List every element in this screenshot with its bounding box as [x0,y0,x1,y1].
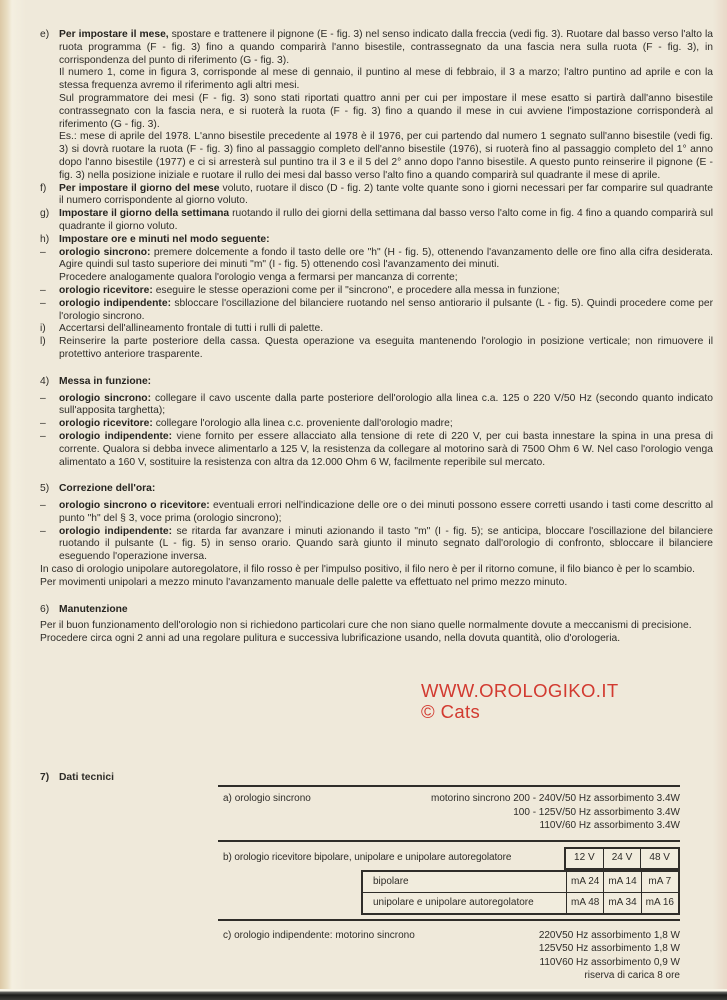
body-items [40,29,713,646]
bold-lead: Impostare ore e minuti nel modo seguente: [59,233,270,245]
tech-section-title: Dati tecnici [59,772,114,783]
tech-specs [218,785,680,983]
tech-spec-line: 220V50 Hz assorbimento 1,8 W [538,929,680,941]
bold-lead: orologio indipendente: [59,525,173,537]
watermark [421,680,619,722]
bullet-item: – orologio indipendente: viene fornito per essere allacciato alla tensione di rete di 220 V, per cui basta innestare la spina in una presa di corrente. Qualora si debba invece alimentarlo a 125 V, la resistenza da collegare al motorino sarà di 7500 Ohm 6 W. Nel caso l'orologio venga alimentato a 160 V, sostituire la resistenza con altra da 12.000 Ohm 6 W, facilmente reperibile sul mercato. [40,430,713,468]
tech-a-title [223,792,311,833]
bullet-item: – orologio sincrono: collegare il cavo uscente dalla parte posteriore dell'orologio alla linea c.a. 125 o 220 V/50 Hz (secondo quanto indicato sull'apposita targhetta); [40,392,713,417]
paragraph: Per movimenti unipolari a mezzo minuto l'avanzamento manuale delle palette va effettuato nel primo mezzo minuto. [40,576,568,588]
scan-bottom-edge-strip [0,989,727,1000]
current-value-cell: mA 14 [603,872,640,892]
tech-spec-b [218,842,680,919]
tech-spec-line: motorino sincrono 200 - 240V/50 Hz assorbimento 3.4W [430,793,680,804]
dash-marker: – [40,525,46,537]
tech-section-number: 7) [40,772,50,783]
bold-lead: orologio indipendente: [59,297,172,309]
tech-a-label: a) [223,793,232,804]
bullet-item: – orologio sincrono o ricevitore: eventuali errori nell'indicazione delle ore o dei minuti possono essere corretti usando i tasti come descritto al punto "h" del § 3, voce prima (orologio sincrono); [40,500,713,524]
item-letter: l) [40,336,46,348]
watermark-url: WWW.OROLOGIKO.IT [421,680,619,701]
dash-marker: – [40,284,46,296]
item-letter: f) [40,182,47,194]
tech-section-heading [40,772,114,783]
dash-marker: – [40,297,46,309]
scan-right-edge-shadow [713,0,727,1000]
tech-c-label: c) [223,929,232,941]
watermark-copyright: © Cats [421,701,481,722]
tech-a-lines [431,792,680,833]
item-letter: e) [40,29,50,40]
tech-b-table [361,870,680,915]
paragraph: In caso di orologio unipolare autoregolatore, il filo rosso è per l'impulso positivo, il filo nero è per il ritorno comune, il filo bianco è per lo scambio. [40,564,696,576]
tech-c-title [223,929,415,983]
table-row [363,872,678,892]
list-item-e: e) Per impostare il mese, spostare e trattenere il pignone (E - fig. 3) nel senso indicato dalla freccia (vedi fig. 3). Ruotare dal basso verso l'alto la ruota programma (F - fig. 3) fino a quando comparirà l'anno bisestile, contrassegnato da una fascia nera sulla ruota (F - fig. 3), in corrispondenza del punto di riferimento (G - fig. 3). [40,29,713,66]
bullet-item: – orologio indipendente: sbloccare l'oscillazione del bilanciere ruotando nel senso antiorario il pulsante (L - fig. 5). Quindi procedere come per l'orologio sincrono. [40,297,713,322]
list-item-6 [40,604,713,617]
row-label: unipolare e unipolare autoregolatore [363,893,567,913]
tech-b-name: orologio ricevitore bipolare, unipolare e unipolare autoregolatore [234,851,512,863]
table-row [363,892,678,913]
bold-lead: Per impostare il giorno del mese [59,182,220,194]
voltage-header-cell: 12 V [574,852,595,864]
tech-c-name: orologio indipendente: motorino sincrono [234,929,415,941]
row-label: bipolare [363,872,567,892]
list-item-h [40,234,713,247]
bold-lead: orologio ricevitore: [59,418,153,430]
tech-spec-line: 100 - 125V/50 Hz assorbimento 3.4W [513,806,680,818]
bold-lead: orologio sincrono: [59,392,152,404]
bullet-item: – orologio indipendente: se ritarda far avanzare i minuti azionando il tasto "m" (I - fig. 5); se anticipa, bloccare l'oscillazione del bilanciere ruotando il pulsante (L - fig. 5) in senso orario. Quando sarà giunto il minuto segnato dall'orologio di confronto, sbloccare il bilanciere eseguendo l'operazione inversa. [40,525,713,563]
bold-lead: Manutenzione [59,603,128,615]
list-item-g: g) Impostare il giorno della settimana ruotando il rullo dei giorni della settimana dal basso verso l'alto come in fig. 4 fino a quando comparirà sul quadrante il giorno voluto. [40,208,713,232]
current-value-cell: mA 16 [641,893,678,913]
paragraph: Sul programmatore dei mesi (F - fig. 3) sono stati riportati quattro anni per cui per impostare il mese esatto si partirà dall'anno bisestile contrassegnato con la fascia nera, e si ruoterà la ruota (F - fig. 3) fino a quando il mese in cui avviene l'impostazione corrisponderà al riferimento (G - fig. 3). [59,92,713,130]
current-value-cell: mA 34 [603,893,640,913]
list-item-i: i) Accertarsi dell'allineamento frontale di tutti i rulli di palette. [40,323,324,335]
tech-spec-line: 110V/60 Hz assorbimento 3.4W [539,820,680,831]
dash-marker: – [40,418,46,430]
dash-marker: – [40,500,46,512]
tech-c-lines [539,929,680,983]
bold-lead: Messa in funzione: [59,375,152,387]
tech-spec-line: riserva di carica 8 ore [584,970,680,981]
bold-lead: orologio sincrono: [59,246,151,258]
list-item-f: f) Per impostare il giorno del mese voluto, ruotare il disco (D - fig. 2) tante volte quante sono i giorni necessari per far comparire sul quadrante il numero corrispondente al giorno voluto. [40,182,713,207]
item-letter: 5) [40,483,50,495]
bullet-item: – orologio sincrono: premere dolcemente a fondo il tasto delle ore "h" (H - fig. 5), ottenendo l'avanzamento delle ore fino alla cifra desiderata. Agire quindi sul tasto superiore dei minuti "m" (I - fig. 5) ottenendo così l'avanzamento dei minuti. [40,246,713,271]
list-item-5 [40,483,713,496]
bold-lead: orologio indipendente: [59,430,173,442]
current-value-cell: mA 7 [641,872,678,892]
dash-marker: – [40,392,46,404]
current-value-cell: mA 24 [570,875,600,887]
paragraph: Il numero 1, come in figura 3, corrisponde al mese di gennaio, il puntino al mese di febbraio, il 3 a marzo; l'altro puntino ad aprile e con la stessa frequenza avremo il riferimento agli altri mesi. [59,67,713,92]
item-letter: h) [40,233,50,245]
current-value-cell: mA 48 [570,896,600,908]
tech-spec-a [218,787,680,840]
bold-lead: orologio sincrono o ricevitore: [59,500,210,512]
item-letter: 6) [40,603,50,615]
tech-a-name: orologio sincrono [234,793,311,804]
list-item-l: l) Reinserire la parte posteriore della cassa. Questa operazione va eseguita mantenendo l'orologio in posizione verticale; non rimuovere il protettivo anteriore trasparente. [40,336,713,360]
item-letter: i) [40,323,46,335]
list-item-4 [40,376,713,389]
bullet-item: – orologio ricevitore: collegare l'orologio alla linea c.c. proveniente dall'orologio madre; [40,418,453,430]
item-letter: 4) [40,375,50,387]
tech-spec-line: 125V50 Hz assorbimento 1,8 W [538,943,680,954]
item-letter: g) [40,208,50,220]
paragraph: Per il buon funzionamento dell'orologio non si richiedono particolari cure che non siano quelle normalmente dovute a meccanismi di precisione. [40,620,692,632]
tech-b-voltage-header [564,847,680,870]
bold-lead: orologio ricevitore: [59,284,153,296]
voltage-header-cell: 24 V [603,849,641,868]
voltage-header-cell: 48 V [640,849,678,868]
bold-lead: Impostare il giorno della settimana [59,208,230,220]
bold-lead: Correzione dell'ora: [59,483,156,495]
dash-marker: – [40,430,46,442]
bullet-item: – orologio ricevitore: eseguire le stesse operazioni come per il "sincrono", e procedere alla messa in funzione; [40,284,560,296]
scan-left-edge-shadow [0,0,26,1000]
tech-b-label: b) [223,851,232,863]
paragraph: Procedere circa ogni 2 anni ad una regolare pulitura e successiva lubrificazione usando, nella dovuta quantità, olio d'orologeria. [40,633,621,645]
tech-spec-c [218,921,680,983]
paragraph: Procedere analogamente qualora l'orologio venga a fermarsi per mancanza di corrente; [59,272,458,284]
bold-lead: Per impostare il mese, [59,29,169,40]
paragraph: Es.: mese di aprile del 1978. L'anno bisestile precedente al 1978 è il 1976, per cui partendo dal numero 1 segnato sull'anno bisestile (vedi fig. 3) si dovrà ruotare la ruota (F - fig. 3) fino al passaggio completo dell'anno bisestile (1976), si ruoterà fino al passaggio completo del 1° anno dopo l'anno bisestile (1977) e ci si arresterà sul puntino tra il 3 e il 5 del 2° anno dopo l'anno bisestile. A questo punto reinserire il pignone (E - fig. 3) nella posizione iniziale e ruotare il rullo dei mesi dal basso verso l'alto fino a quando comparirà sul quadrante il mese di aprile. [59,131,713,181]
tech-b-title [223,851,561,865]
tech-spec-line: 110V60 Hz assorbimento 0,9 W [539,956,680,968]
dash-marker: – [40,246,46,258]
